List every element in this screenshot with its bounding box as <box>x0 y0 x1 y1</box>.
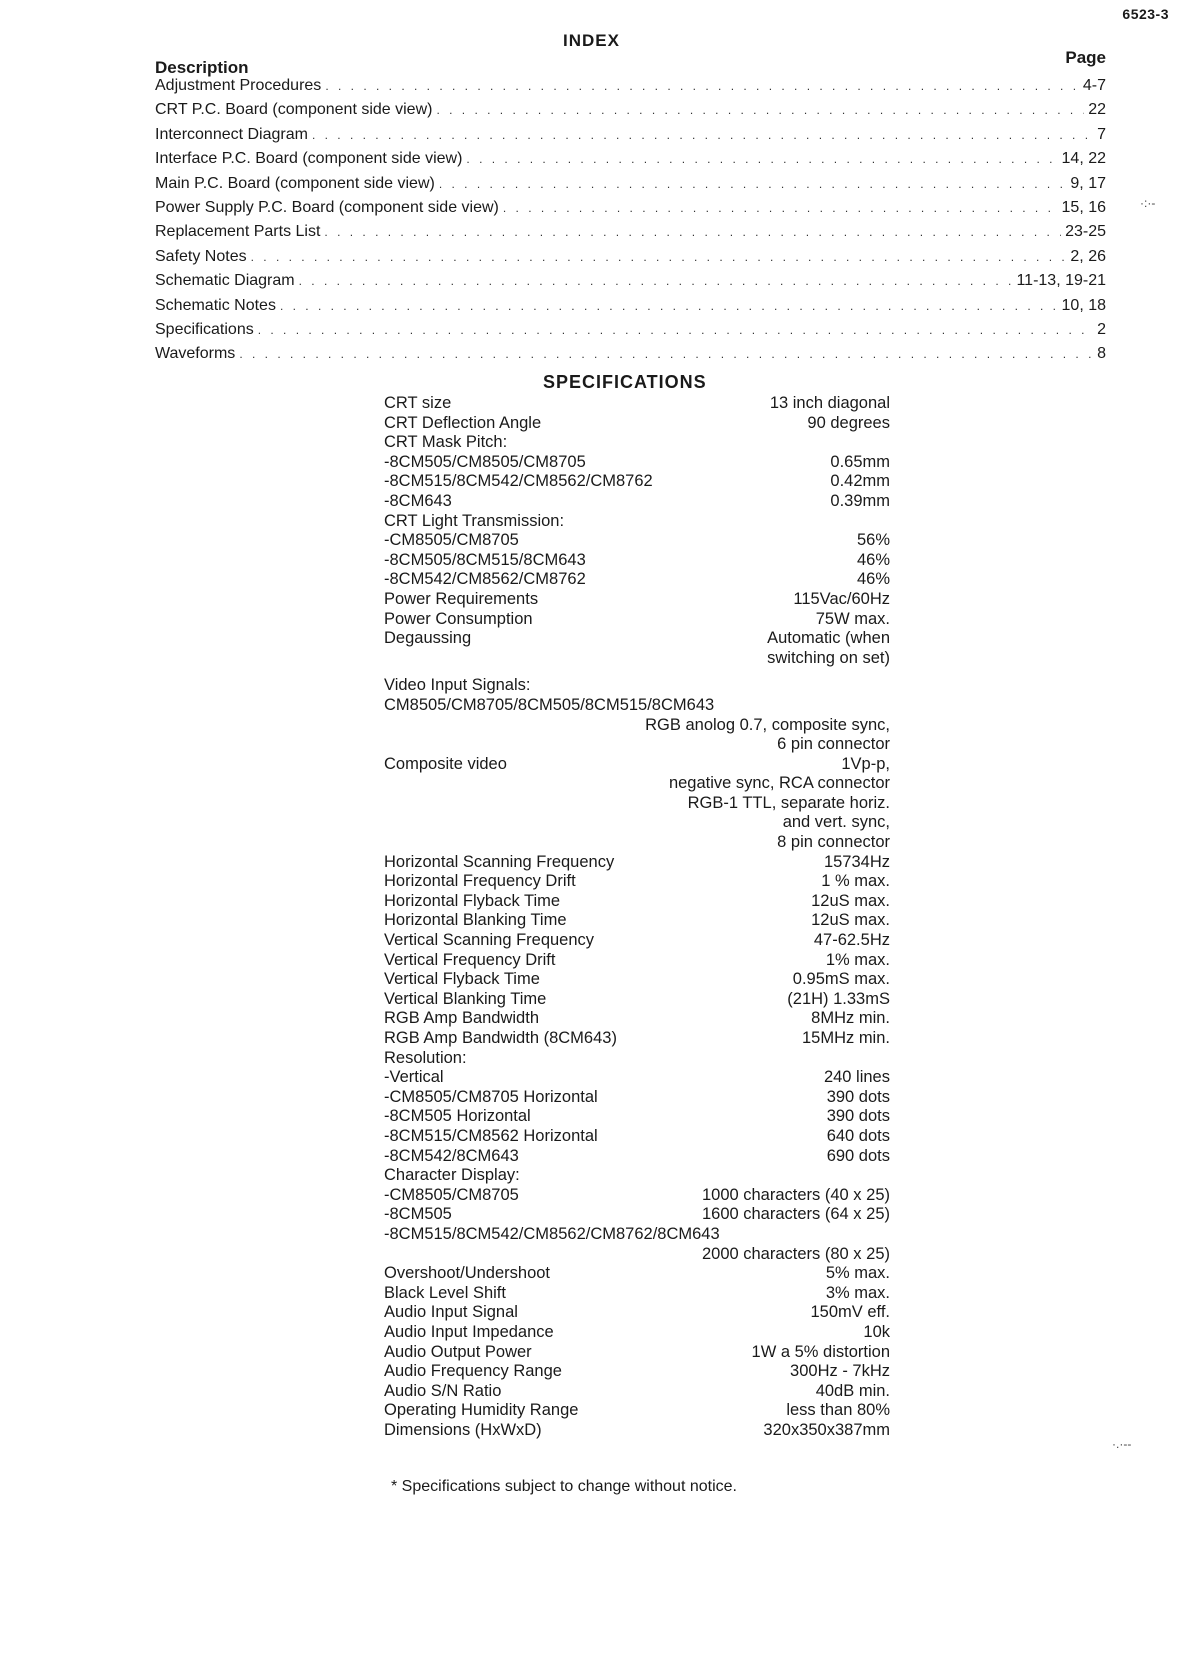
spec-value: 1W a 5% distortion <box>751 1342 890 1361</box>
spec-row <box>384 1323 890 1343</box>
index-entry <box>155 126 1106 150</box>
spec-value: 5% max. <box>825 1264 890 1283</box>
specifications-list <box>384 394 890 1440</box>
index-entry-label: Waveforms <box>155 345 236 363</box>
spec-row <box>384 931 890 951</box>
spec-value: 47-62.5Hz <box>813 931 890 950</box>
index-entry <box>155 248 1106 272</box>
spec-value: 75W max. <box>815 609 890 628</box>
spec-label: Black Level Shift <box>384 1283 506 1302</box>
spec-value: 1600 characters (64 x 25) <box>701 1205 890 1224</box>
spec-value: 13 inch diagonal <box>769 394 890 412</box>
spec-row <box>384 833 890 853</box>
spec-value: RGB anolog 0.7, composite sync, <box>645 715 890 734</box>
spec-label: -8CM542/CM8562/CM8762 <box>384 570 586 589</box>
spec-value: 40dB min. <box>815 1381 890 1400</box>
index-entry-label: Safety Notes <box>155 247 247 265</box>
spec-row <box>384 531 890 551</box>
index-entry-label: Adjustment Procedures <box>155 77 322 94</box>
index-entry-page: 22 <box>1088 101 1106 119</box>
spec-label: RGB Amp Bandwidth <box>384 1009 539 1028</box>
index-entry-page: 14, 22 <box>1061 150 1106 168</box>
spec-row <box>384 472 890 492</box>
spec-label: Power Consumption <box>384 609 533 628</box>
spec-label: -8CM515/8CM542/CM8562/CM8762 <box>384 472 653 491</box>
spec-value: 12uS max. <box>811 911 890 930</box>
scan-speck: ·:·‐ <box>1140 196 1156 210</box>
spec-label: -8CM515/CM8562 Horizontal <box>384 1126 598 1145</box>
spec-value: 1Vp-p, <box>841 754 890 773</box>
spec-row <box>384 1303 890 1323</box>
index-entry <box>155 345 1106 369</box>
index-entry-page: 15, 16 <box>1061 198 1106 216</box>
spec-value: 1000 characters (40 x 25) <box>701 1185 890 1204</box>
index-entry-page: 8 <box>1097 345 1106 363</box>
spec-value: 0.42mm <box>830 472 890 491</box>
spec-row <box>384 492 890 512</box>
spec-label: CRT Light Transmission: <box>384 511 565 530</box>
spec-row <box>384 1421 890 1441</box>
spec-label: -8CM505/CM8505/CM8705 <box>384 452 586 471</box>
leader-dots <box>280 299 1058 313</box>
leader-dots <box>325 79 1079 93</box>
spec-row <box>384 1382 890 1402</box>
spec-value: 150mV eff. <box>810 1303 890 1322</box>
spec-row <box>384 892 890 912</box>
index-entry <box>155 297 1106 321</box>
leader-dots <box>503 201 1058 215</box>
leader-dots <box>299 274 1013 288</box>
index-entry <box>155 150 1106 174</box>
spec-row <box>384 414 890 434</box>
spec-row <box>384 794 890 814</box>
index-entry <box>155 175 1106 199</box>
spec-row <box>384 1107 890 1127</box>
spec-label: -8CM505/8CM515/8CM643 <box>384 550 586 569</box>
spec-row <box>384 1362 890 1382</box>
spec-row <box>384 1343 890 1363</box>
spec-row <box>384 676 890 696</box>
index-entry-label: CRT P.C. Board (component side view) <box>155 101 433 119</box>
spec-value: 640 dots <box>826 1126 890 1145</box>
leader-dots <box>436 103 1084 117</box>
spec-label: CRT Deflection Angle <box>384 413 542 432</box>
index-entry <box>155 101 1106 125</box>
spec-value: 1% max. <box>825 950 890 969</box>
spec-row <box>384 610 890 630</box>
spec-value: RGB-1 TTL, separate horiz. <box>687 793 890 812</box>
spec-value: 390 dots <box>826 1087 890 1106</box>
spec-row <box>384 813 890 833</box>
specifications-footnote: * Specifications subject to change without notice. <box>391 1478 737 1495</box>
spec-label: Horizontal Flyback Time <box>384 891 561 910</box>
spec-label: Composite video <box>384 754 507 773</box>
spec-label: Horizontal Blanking Time <box>384 911 567 930</box>
spec-label: -Vertical <box>384 1068 444 1087</box>
spec-value: 320x350x387mm <box>763 1420 890 1439</box>
index-title: INDEX <box>563 31 620 50</box>
index-entry-label: Main P.C. Board (component side view) <box>155 174 435 192</box>
spec-value: 46% <box>856 550 890 569</box>
spec-label: Vertical Flyback Time <box>384 970 540 989</box>
spec-row <box>384 551 890 571</box>
spec-row <box>384 990 890 1010</box>
spec-row <box>384 911 890 931</box>
spec-value: 240 lines <box>823 1068 890 1087</box>
spec-row <box>384 1029 890 1049</box>
scan-speck: ·.·-‐ <box>1112 1437 1132 1451</box>
spec-row <box>384 629 890 649</box>
spec-row <box>384 774 890 794</box>
spec-row <box>384 512 890 532</box>
spec-row <box>384 735 890 755</box>
spec-row <box>384 696 890 716</box>
spec-label: -CM8505/CM8705 <box>384 1185 519 1204</box>
spec-label: Degaussing <box>384 629 472 648</box>
spec-row <box>384 970 890 990</box>
index-entry-label: Schematic Diagram <box>155 272 295 290</box>
spec-row <box>384 1205 890 1225</box>
index-entry-page: 2, 26 <box>1070 247 1106 265</box>
index-entry <box>155 272 1106 296</box>
index-list <box>155 77 1106 370</box>
spec-value: 90 degrees <box>807 413 890 432</box>
index-entry-label: Schematic Notes <box>155 296 276 314</box>
spec-label: -CM8505/CM8705 Horizontal <box>384 1087 598 1106</box>
spec-value: 56% <box>856 531 890 550</box>
spec-value: 10k <box>863 1322 890 1341</box>
spec-row <box>384 590 890 610</box>
spec-label: -8CM643 <box>384 491 452 510</box>
spec-value: 15MHz min. <box>801 1029 890 1047</box>
spec-value: 46% <box>856 570 890 589</box>
index-entry-label: Replacement Parts List <box>155 223 321 241</box>
spec-label: Audio S/N Ratio <box>384 1381 502 1400</box>
spec-label: Horizontal Frequency Drift <box>384 872 576 891</box>
spec-value: 2000 characters (80 x 25) <box>701 1244 890 1263</box>
spec-label: Resolution: <box>384 1048 467 1067</box>
spec-row <box>384 1284 890 1304</box>
spec-label: Vertical Frequency Drift <box>384 950 556 969</box>
spec-label: Audio Input Impedance <box>384 1322 554 1341</box>
spec-row <box>384 453 890 473</box>
spec-row <box>384 872 890 892</box>
index-entry <box>155 199 1106 223</box>
spec-label: Power Requirements <box>384 589 539 608</box>
spec-value: 0.39mm <box>830 491 890 510</box>
document-number: 6523-3 <box>1122 6 1169 22</box>
index-entry-page: 9, 17 <box>1070 174 1106 192</box>
spec-value: 8 pin connector <box>777 833 890 852</box>
spec-label: Horizontal Scanning Frequency <box>384 852 615 871</box>
spec-row <box>384 1147 890 1167</box>
spec-label: -8CM542/8CM643 <box>384 1146 519 1165</box>
index-entry-page: 11-13, 19-21 <box>1016 272 1106 290</box>
spec-label: Operating Humidity Range <box>384 1401 579 1420</box>
spec-label: CRT size <box>384 394 452 412</box>
spec-value: Automatic (when <box>767 629 890 648</box>
spec-row <box>384 1186 890 1206</box>
spec-value: negative sync, RCA connector <box>668 774 890 793</box>
spec-label: CM8505/CM8705/8CM505/8CM515/8CM643 <box>384 695 715 714</box>
spec-value: 8MHz min. <box>811 1009 890 1028</box>
spec-label: Audio Frequency Range <box>384 1362 562 1381</box>
spec-label: -8CM505 Horizontal <box>384 1107 531 1126</box>
spec-label: Overshoot/Undershoot <box>384 1264 551 1283</box>
spec-value: 0.65mm <box>830 452 890 471</box>
spec-label: CRT Mask Pitch: <box>384 433 508 452</box>
spec-label: -8CM505 <box>384 1205 452 1224</box>
spec-row <box>384 1401 890 1421</box>
spec-row <box>384 1264 890 1284</box>
spec-label: -8CM515/8CM542/CM8562/CM8762/8CM643 <box>384 1224 720 1243</box>
spec-label: Character Display: <box>384 1166 520 1185</box>
spec-row <box>384 433 890 453</box>
spec-value: 1 % max. <box>821 872 890 891</box>
index-entry-label: Interconnect Diagram <box>155 125 308 143</box>
spec-row <box>384 1245 890 1265</box>
spec-label: Audio Output Power <box>384 1342 532 1361</box>
leader-dots <box>258 323 1093 337</box>
spec-row <box>384 755 890 775</box>
page-header: Page <box>1065 48 1106 67</box>
spec-value: 15734Hz <box>823 852 890 871</box>
spec-value: 690 dots <box>826 1146 890 1165</box>
spec-row <box>384 1127 890 1147</box>
spec-value: 12uS max. <box>811 891 890 910</box>
spec-value: and vert. sync, <box>782 813 890 832</box>
spec-label: Audio Input Signal <box>384 1303 518 1322</box>
spec-row <box>384 1049 890 1069</box>
spec-label: Vertical Scanning Frequency <box>384 931 595 950</box>
spec-label: Vertical Blanking Time <box>384 989 547 1008</box>
specifications-title: SPECIFICATIONS <box>543 372 707 392</box>
spec-row <box>384 1088 890 1108</box>
spec-label: -CM8505/CM8705 <box>384 531 519 550</box>
spec-value: 6 pin connector <box>777 735 890 754</box>
index-entry <box>155 223 1106 247</box>
spec-value: (21H) 1.33mS <box>787 989 890 1008</box>
spec-row <box>384 1166 890 1186</box>
spec-row <box>384 570 890 590</box>
spec-value: 3% max. <box>825 1283 890 1302</box>
index-entry-label: Power Supply P.C. Board (component side view) <box>155 198 499 216</box>
index-entry <box>155 321 1106 345</box>
index-entry-label: Specifications <box>155 320 254 338</box>
spec-label: Dimensions (HxWxD) <box>384 1420 542 1439</box>
spec-row <box>384 1009 890 1029</box>
spec-value: 0.95mS max. <box>792 970 890 989</box>
spec-value: 115Vac/60Hz <box>793 589 890 608</box>
index-entry-page: 2 <box>1097 320 1106 338</box>
leader-dots <box>439 177 1067 191</box>
spec-row <box>384 1225 890 1245</box>
spec-row <box>384 649 890 669</box>
spec-value: 390 dots <box>826 1107 890 1126</box>
spec-row <box>384 853 890 873</box>
index-entry-page: 23-25 <box>1065 223 1106 241</box>
leader-dots <box>251 250 1067 264</box>
index-entry-label: Interface P.C. Board (component side view) <box>155 150 463 168</box>
spec-row <box>384 1068 890 1088</box>
spec-label: RGB Amp Bandwidth (8CM643) <box>384 1029 617 1047</box>
spec-value: switching on set) <box>767 648 890 667</box>
description-header: Description <box>155 58 249 77</box>
leader-dots <box>324 225 1061 239</box>
spec-row <box>384 716 890 736</box>
index-entry-page: 7 <box>1097 125 1106 143</box>
spec-row <box>384 394 890 414</box>
leader-dots <box>312 128 1093 142</box>
index-entry-page: 10, 18 <box>1061 296 1106 314</box>
leader-dots <box>239 347 1093 361</box>
index-entry-page: 4-7 <box>1082 77 1106 94</box>
spec-row <box>384 951 890 971</box>
spec-value: less than 80% <box>786 1401 890 1420</box>
spec-label: Video Input Signals: <box>384 676 531 695</box>
leader-dots <box>466 152 1057 166</box>
spec-value: 300Hz - 7kHz <box>790 1362 890 1381</box>
index-entry <box>155 77 1106 101</box>
